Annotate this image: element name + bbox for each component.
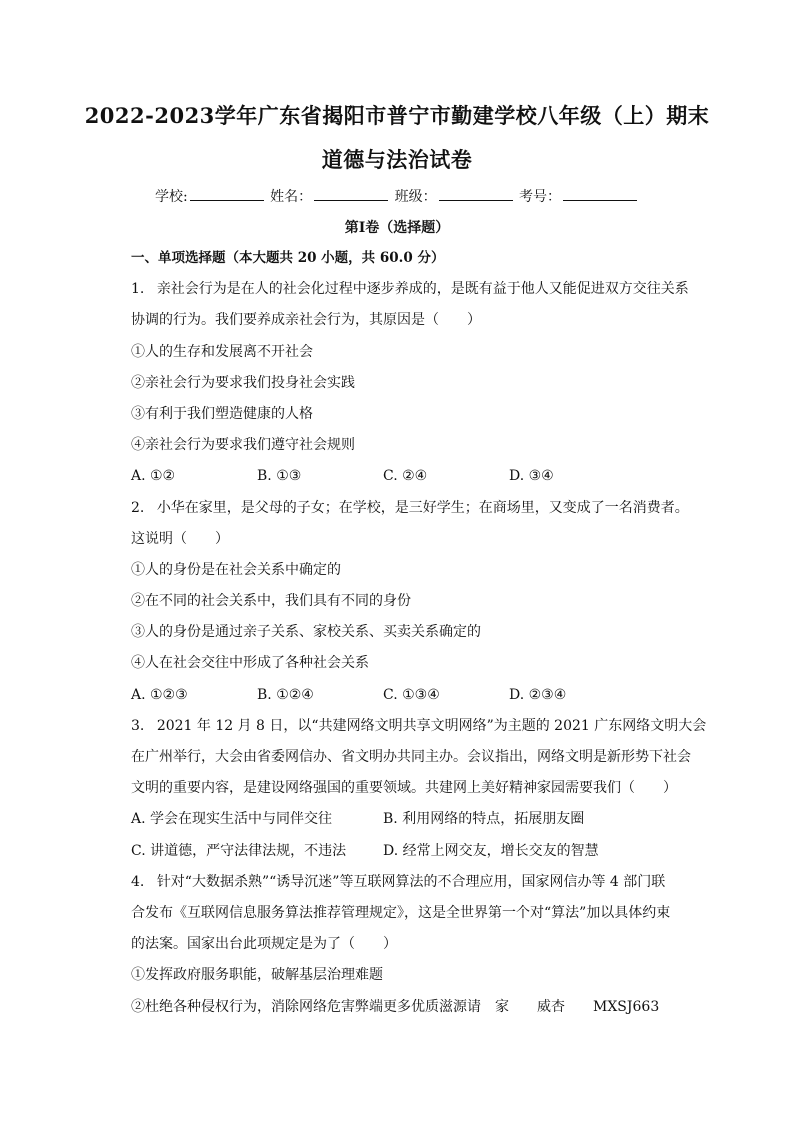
question-stem-continued: 合发布《互联网信息服务算法推荐管理规定》，这是全世界第一个对“算法”加以具体约束 (131, 904, 671, 921)
question-list (131, 248, 707, 1028)
statement-item: ②在不同的社会关系中，我们具有不同的身份 (131, 593, 411, 610)
option-b[interactable]: B. ①②④ (257, 686, 314, 703)
statement-item: ①人的身份是在社会关系中确定的 (131, 561, 341, 578)
question-stem: 1. 亲社会行为是在人的社会化过程中逐步养成的，是既有益于他人又能促进双方交往关系 (131, 281, 689, 298)
question-stem-continued: 文明的重要内容，是建设网络强国的重要领域。共建网上美好精神家园需要我们（ ） (131, 780, 677, 797)
school-label: 学校: (154, 189, 188, 205)
name-blank[interactable] (314, 187, 388, 201)
student-info-row (0, 186, 794, 206)
statement-item: ④亲社会行为要求我们遵守社会规则 (131, 437, 355, 454)
question-number: 1. (131, 281, 145, 298)
statement-item: ③有利于我们塑造健康的人格 (131, 405, 313, 422)
statement-item: ①发挥政府服务职能，破解基层治理难题 (131, 967, 383, 984)
answer-options (131, 685, 691, 716)
option-d[interactable]: D. ③④ (509, 468, 554, 485)
class-blank[interactable] (439, 187, 513, 201)
exam-title-line2: 道德与法治试卷 (321, 147, 473, 172)
question-stem: 4. 针对“大数据杀熟”“诱导沉迷”等互联网算法的不合理应用，国家网信办等 4 部门联 (131, 873, 666, 890)
question-number: 2. (131, 499, 145, 516)
option-a[interactable]: A. ①② (131, 468, 176, 485)
option-b[interactable]: B. 利用网络的特点，拓展朋友圈 (383, 811, 585, 828)
option-c[interactable]: C. 讲道德，严守法律法规，不违法 (131, 842, 347, 859)
class-label: 班级： (394, 189, 437, 205)
exam-number-blank[interactable] (563, 187, 637, 201)
question-stem: 2. 小华在家里，是父母的子女；在学校，是三好学生；在商场里，又变成了一名消费者。 (131, 499, 689, 516)
option-d[interactable]: D. 经常上网交友，增长交友的智慧 (383, 842, 599, 859)
option-c[interactable]: C. ②④ (383, 468, 428, 485)
exam-title-line1: 2022-2023学年广东省揭阳市普宁市勤建学校八年级（上）期末 (84, 103, 710, 128)
question-stem-continued: 的法案。国家出台此项规定是为了（ ） (131, 936, 397, 953)
statement-item: ②亲社会行为要求我们投身社会实践 (131, 374, 355, 391)
option-c[interactable]: C. ①③④ (383, 686, 440, 703)
question-number: 3. (131, 717, 145, 734)
answer-options (131, 466, 691, 497)
option-b[interactable]: B. ①③ (257, 468, 302, 485)
option-d[interactable]: D. ②③④ (509, 686, 567, 703)
question-number: 4. (131, 873, 145, 890)
question-stem-continued: 在广州举行，大会由省委网信办、省文明办共同主办。会议指出，网络文明是新形势下社会 (131, 749, 691, 765)
volume-heading: 第I卷（选择题） (344, 220, 450, 236)
section-heading: 一、单项选择题（本大题共 20 小题，共 60.0 分） (131, 250, 445, 266)
statement-item: ③人的身份是通过亲子关系、家校关系、买卖关系确定的 (131, 624, 481, 641)
option-a[interactable]: A. ①②③ (131, 686, 188, 703)
answer-options (131, 809, 691, 840)
statement-item: ①人的生存和发展离不开社会 (131, 343, 313, 360)
question-stem-continued: 协调的行为。我们要养成亲社会行为，其原因是（ ） (131, 312, 481, 329)
question-stem: 3. 2021 年 12 月 8 日，以“共建网络文明共享文明网络”为主题的 2021 广东网络文明大会 (131, 717, 707, 734)
answer-options (131, 841, 691, 872)
statement-item: ②杜绝各种侵权行为，消除网络危害弊端更多优质滋源请 家 威杏 MXSJ663 (131, 998, 660, 1015)
statement-item: ④人在社会交往中形成了各种社会关系 (131, 655, 369, 672)
name-label: 姓名： (270, 189, 313, 205)
option-a[interactable]: A. 学会在现实生活中与同伴交往 (131, 811, 333, 828)
question-stem-continued: 这说明（ ） (131, 530, 229, 547)
exam-number-label: 考号： (519, 189, 562, 205)
school-blank[interactable] (190, 187, 264, 201)
